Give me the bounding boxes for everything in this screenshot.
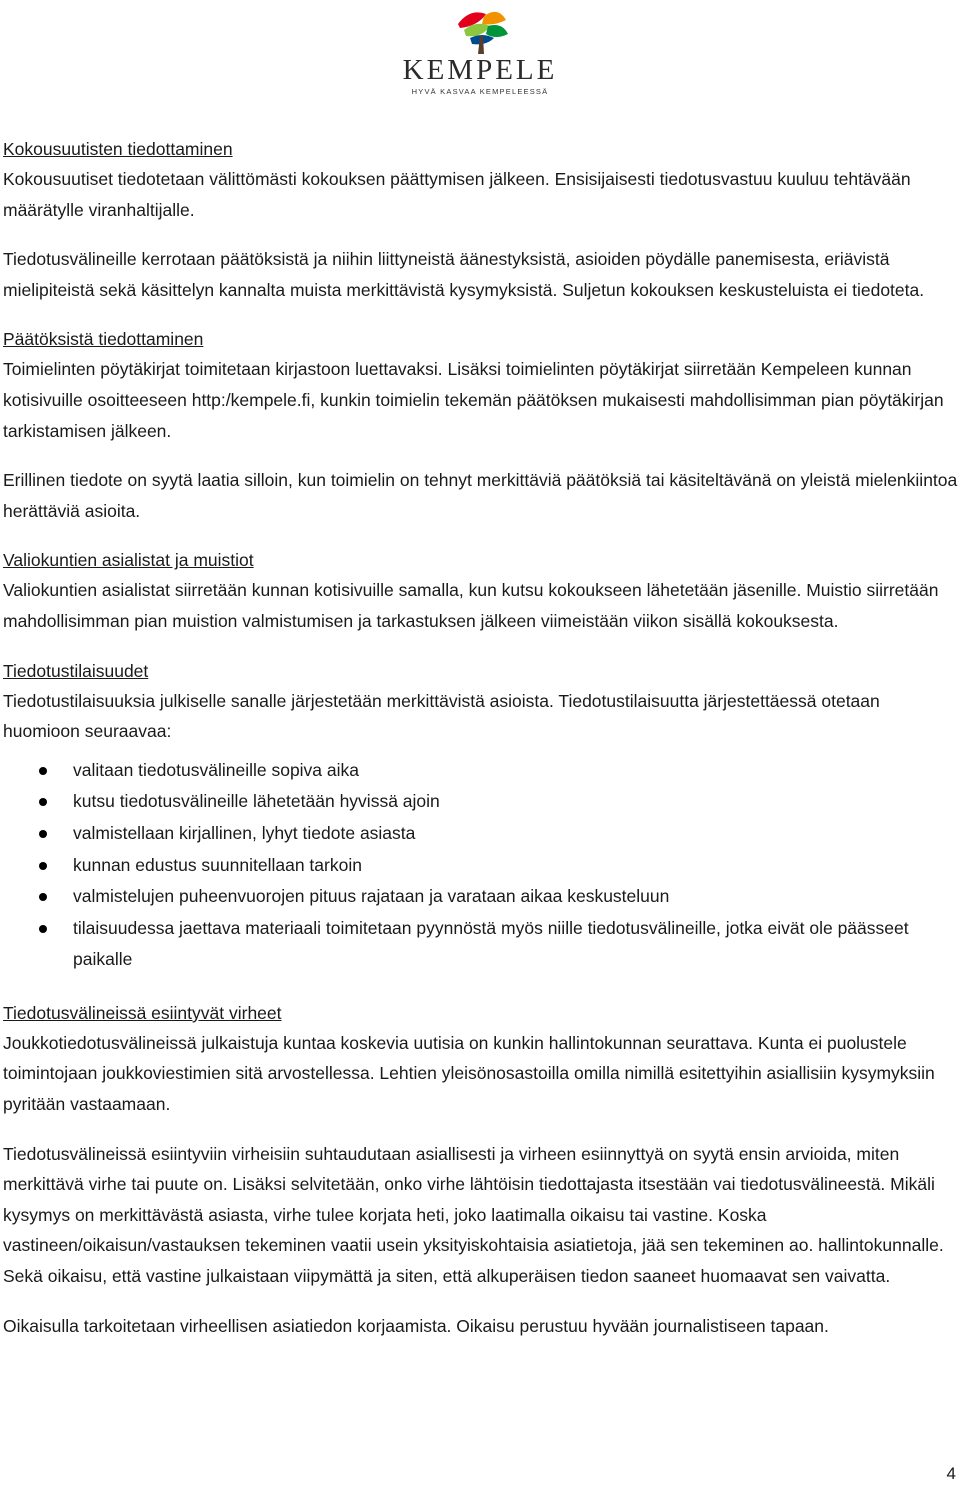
page-number: 4 [946, 1464, 956, 1483]
bullet-icon [39, 893, 47, 901]
paragraph: Tiedotusvälineille kerrotaan päätöksistä ja niihin liittyneistä äänestyksistä, asioiden pöydälle panemisesta, eriävistä mielipiteistä sekä käsittelyn kannalta muista merkittävistä kysymyksistä. Suljetun kokouksen keskusteluista ei tiedoteta. [3, 249, 925, 300]
list-item: kutsu tiedotusvälineille lähetetään hyvissä ajoin [3, 786, 958, 818]
paragraph: Joukkotiedotusvälineissä julkaistuja kuntaa koskevia uutisia on kunkin hallintokunnan seurattava. Kunta ei puolustele toimintojaan joukkoviestimien sitä arvostellessa. Lehtien yleisönosastoilla omilla nimillä esitettyihin asiallisiin kysymyksiin pyritään vastaamaan. [3, 1032, 935, 1115]
paragraph: Kokousuutiset tiedotetaan välittömästi kokouksen päättymisen jälkeen. Ensisijaisesti tiedotusvastuu kuuluu tehtävään määrätylle viranhaltijalle. [3, 169, 911, 220]
list-item: valitaan tiedotusvälineille sopiva aika [3, 755, 958, 787]
list-item: tilaisuudessa jaettava materiaali toimitetaan pyynnöstä myös niille tiedotusvälineille, jotka eivät ole päässeet paikalle [3, 913, 958, 976]
section-valiokunnat [3, 545, 958, 636]
bullet-icon [39, 862, 47, 870]
section-virheet [3, 998, 958, 1341]
paragraph: Tiedotustilaisuuksia julkiselle sanalle järjestetään merkittävistä asioista. Tiedotustilaisuutta järjestettäessä otetaan huomioon seuraavaa: [3, 690, 880, 742]
bullet-icon [39, 830, 47, 838]
section-heading: Tiedotustilaisuudet [3, 660, 149, 681]
bullet-icon [39, 767, 47, 775]
list-item: kunnan edustus suunnitellaan tarkoin [3, 850, 958, 882]
paragraph: Erillinen tiedote on syytä laatia silloin, kun toimielin on tehnyt merkittäviä päätöksiä tai käsiteltävänä on yleistä mielenkiintoa herättäviä asioita. [3, 470, 958, 521]
section-heading: Valiokuntien asialistat ja muistiot [3, 550, 254, 571]
section-kokousuutiset [3, 134, 958, 305]
document-body [3, 134, 958, 1360]
section-paatokset [3, 324, 958, 526]
tree-logo-icon [398, 6, 562, 56]
logo-wordmark: KEMPELE [402, 54, 558, 86]
section-tiedotustilaisuudet [3, 656, 958, 976]
paragraph: Toimielinten pöytäkirjat toimitetaan kirjastoon luettavaksi. Lisäksi toimielinten pöytäkirjat siirretään Kempeleen kunnan kotisivuille osoitteeseen http:/kempele.fi, kunkin toimielin tekemän päätöksen mukaisesti mahdollisimman pian pöytäkirjan tarkistamisen jälkeen. [3, 359, 944, 441]
section-heading: Kokousuutisten tiedottaminen [3, 139, 233, 159]
list-item: valmistelujen puheenvuorojen pituus rajataan ja varataan aikaa keskusteluun [3, 881, 958, 913]
logo-tagline: HYVÄ KASVAA KEMPELEESSÄ [411, 87, 549, 96]
section-heading: Tiedotusvälineissä esiintyvät virheet [3, 1002, 282, 1023]
kempele-logo [398, 6, 562, 98]
paragraph: Oikaisulla tarkoitetaan virheellisen asiatiedon korjaamista. Oikaisu perustuu hyvään journalistiseen tapaan. [3, 1315, 829, 1336]
paragraph: Tiedotusvälineissä esiintyviin virheisiin suhtaudutaan asiallisesti ja virheen esiinnyttyä on syytä ensin arvioida, miten merkittävä virhe tai puute on. Lisäksi selvitetään, onko virhe lähtöisin tiedottajasta itsestään vai tiedotusvälineestä. Mikäli kysymys on merkittävästä asiasta, virhe tulee korjata heti, joko laatimalla oikaisu tai vastine. Koska vastineen/oikaisun/vastauksen tekeminen vaatii usein yksityiskohtaisia asiatietoja, jää sen tekeminen ao. hallintokunnalle. Sekä oikaisu, että vastine julkaistaan viipymättä ja siten, että alkuperäisen tiedon saaneet huomaavat sen vaivatta. [3, 1143, 944, 1287]
section-heading: Päätöksistä tiedottaminen [3, 329, 204, 350]
paragraph: Valiokuntien asialistat siirretään kunnan kotisivuille samalla, kun kutsu kokoukseen lähetetään jäsenille. Muistio siirretään mahdollisimman pian muistion valmistumisen ja tarkastuksen jälkeen viimeistään viikon sisällä kokouksesta. [3, 580, 939, 631]
bullet-icon [39, 798, 47, 806]
bullet-list [3, 755, 958, 976]
bullet-icon [39, 925, 47, 933]
list-item: valmistellaan kirjallinen, lyhyt tiedote asiasta [3, 818, 958, 850]
